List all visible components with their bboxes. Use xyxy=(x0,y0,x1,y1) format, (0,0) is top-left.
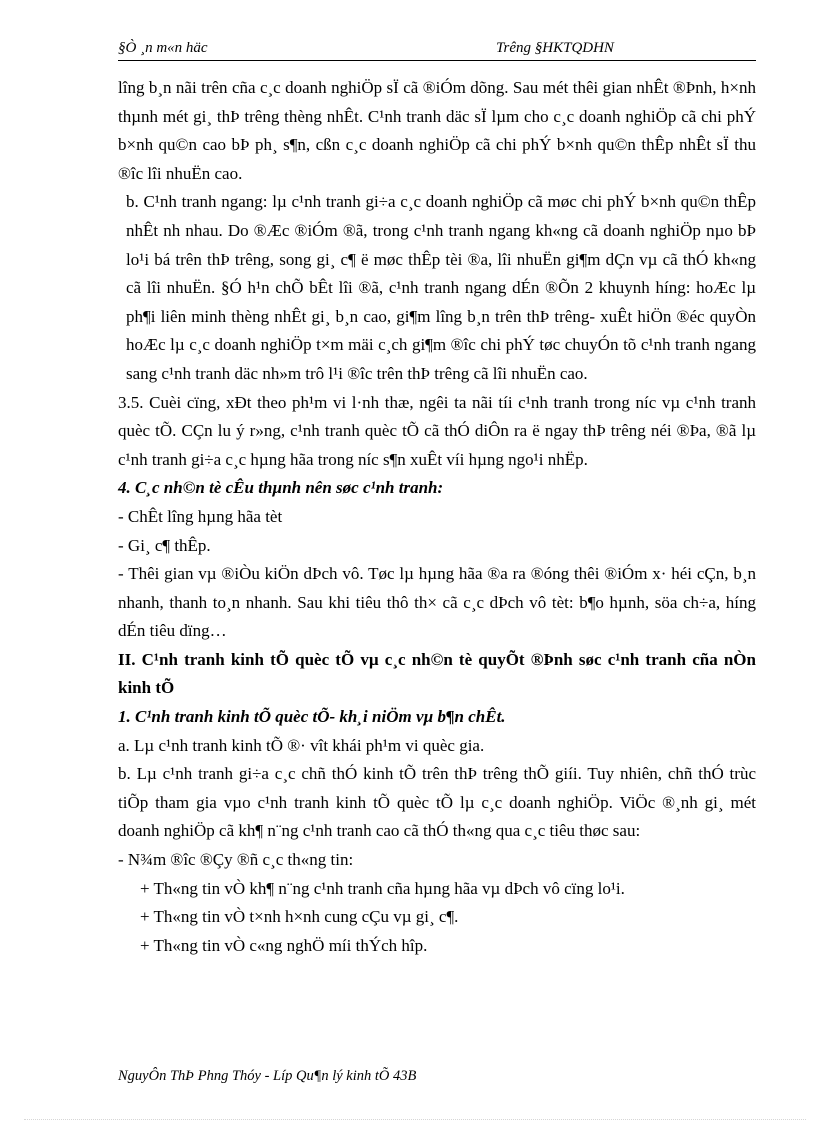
list-item-information: - N¾m ®îc ®Çy ®ñ c¸c th«ng tin: xyxy=(118,850,354,870)
sub-item-technology: + Th«ng tin vÒ c«ng nghÖ míi thÝch hîp. xyxy=(140,935,428,955)
heading-subsection-1: 1. C¹nh tranh kinh tÕ quèc tÕ- kh¸i niÖm vµ b¶n chÊt. xyxy=(118,707,506,727)
paragraph-point-b: b. Lµ c¹nh tranh gi÷a c¸c chñ thÓ kinh tÕ trên thÞ trêng thÕ giíi. Tuy nhiên, chñ thÓ trùc tiÕp tham gia vµo c¹nh tranh kinh tÕ quèc tÕ lµ c¸c doanh nghiÖp. ViÖc ®¸nh gi¸ mét doanh nghiÖp cã kh¶ n¨ng c¹nh tranh cao cã thÓ th«ng qua c¸c tiêu thøc sau: xyxy=(118,764,756,841)
page-bottom-divider xyxy=(24,1119,806,1120)
sub-item-supply-demand: + Th«ng tin vÒ t×nh h×nh cung cÇu vµ gi¸ c¶. xyxy=(140,907,459,927)
list-item-quality: - ChÊt lîng hµng hãa tèt xyxy=(118,506,283,526)
page-footer: NguyÔn ThÞ Phng Thóy - Líp Qu¶n lý kinh tÕ 43B xyxy=(118,1068,417,1084)
heading-section-4: 4. C¸c nh©n tè cÊu thµnh nên søc c¹nh tranh: xyxy=(118,478,444,498)
paragraph-point-a: a. Lµ c¹nh tranh kinh tÕ ®· vît khái ph¹m vi quèc gia. xyxy=(118,735,485,755)
paragraph-territory: 3.5. Cuèi cïng, xÐt theo ph¹m vi l·nh thæ, ngêi ta nãi tíi c¹nh tranh trong níc vµ c¹nh tranh quèc tÕ. CÇn lu ý r»ng, c¹nh tranh quèc tÕ cã thÓ diÔn ra ë ngay thÞ trêng néi ®Þa, ®ã lµ c¹nh tranh gi÷a c¸c hµng hãa trong níc s¶n xuÊt víi hµng ngo¹i nhËp. xyxy=(118,392,756,469)
header-course: §Ò ¸n m«n häc xyxy=(118,40,208,56)
list-item-price: - Gi¸ c¶ thÊp. xyxy=(118,535,211,555)
document-body xyxy=(118,74,756,960)
paragraph-horizontal-competition: b. C¹nh tranh ngang: lµ c¹nh tranh gi÷a c¸c doanh nghiÖp cã møc chi phÝ b×nh qu©n thÊp nhÊt nh nhau. Do ®Æc ®iÓm ®ã, trong c¹nh tranh ngang kh«ng cã doanh nghiÖp nµo bÞ lo¹i bá trên thÞ trêng, song gi¸ c¶ ë møc thÊp tèi ®a, lîi nhuËn gi¶m dÇn vµ cã thÓ kh«ng cã lîi nhuËn. §Ó h¹n chÕ bÊt lîi ®ã, c¹nh tranh ngang dÉn ®Õn 2 khuynh híng: hoÆc lµ ph¶i liên minh thèng nhÊt gi¸ b¸n cao, gi¶m lîng b¸n trên thÞ trêng- xuÊt hiÖn ®éc quyÒn hoÆc lµ c¸c doanh nghiÖp t×m mäi c¸ch gi¶m ®îc chi phÝ tøc chuyÓn tõ c¹nh tranh ngang sang c¹nh tranh däc nh»m trô l¹i ®îc trên thÞ trêng cã lîi nhuËn cao. xyxy=(126,192,756,383)
header-school: Trêng §HKTQDHN xyxy=(496,40,614,56)
page-header xyxy=(118,38,756,61)
sub-item-competitiveness: + Th«ng tin vÒ kh¶ n¨ng c¹nh tranh cña hµng hãa vµ dÞch vô cïng lo¹i. xyxy=(140,878,625,898)
list-item-service: - Thêi gian vµ ®iÒu kiÖn dÞch vô. Tøc lµ hµng hãa ®a ra ®óng thêi ®iÓm x· héi cÇn, b¸n nhanh, thanh to¸n nhanh. Sau khi tiêu thô th× cã c¸c dÞch vô tèt: b¶o hµnh, söa ch÷a, híng dÉn tiêu dïng… xyxy=(118,564,756,641)
heading-chapter-2: II. C¹nh tranh kinh tÕ quèc tÕ vµ c¸c nh©n tè quyÕt ®Þnh søc c¹nh tranh cña nÒn kinh tÕ xyxy=(118,649,756,698)
paragraph-vertical-competition: lîng b¸n nãi trên cña c¸c doanh nghiÖp sÏ cã ®iÓm dõng. Sau mét thêi gian nhÊt ®Þnh, h×nh thµnh mét gi¸ thÞ trêng thèng nhÊt. C¹nh tranh däc sÏ lµm cho c¸c doanh nghiÖp cã chi phÝ b×nh qu©n cao bÞ ph¸ s¶n, cßn c¸c doanh nghiÖp cã chi phÝ b×nh qu©n thÊp nhÊt sÏ thu ®îc lîi nhuËn cao. xyxy=(118,78,756,183)
